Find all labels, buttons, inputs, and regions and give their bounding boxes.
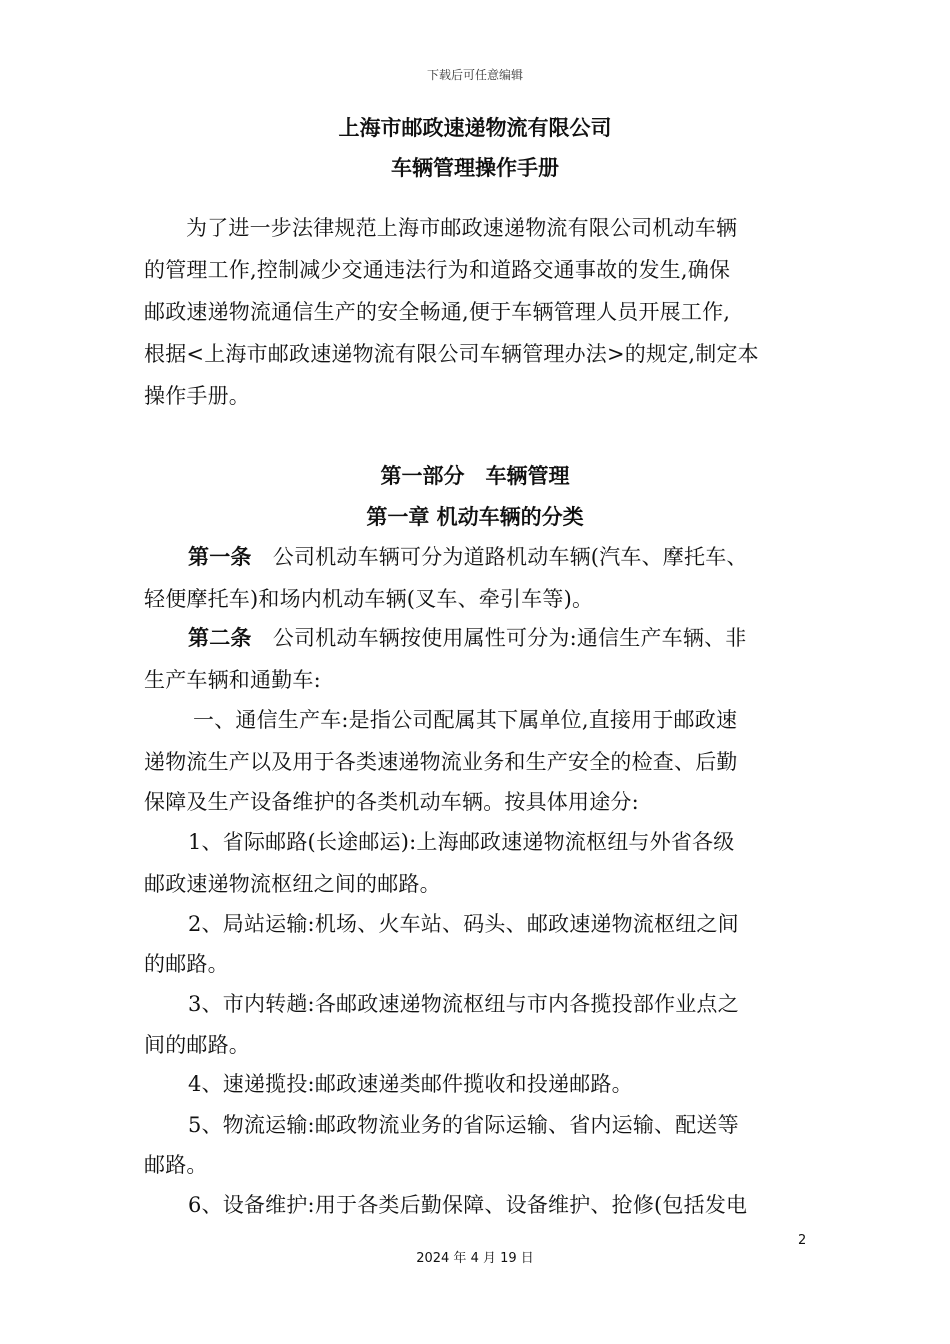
intro-line: 根据<上海市邮政速递物流有限公司车辆管理办法>的规定,制定本 [144, 342, 759, 366]
list-item: 6、设备维护:用于各类后勤保障、设备维护、抢修(包括发电 [188, 1193, 748, 1217]
footer-date: 2024 年 4 月 19 日 [416, 1251, 534, 1266]
list-item-continuation: 的邮路。 [144, 952, 229, 976]
document-title-company: 上海市邮政速递物流有限公司 [338, 116, 612, 140]
article-line [188, 542, 858, 572]
intro-line: 邮政速递物流通信生产的安全畅通,便于车辆管理人员开展工作, [144, 300, 731, 324]
intro-line: 为了进一步法律规范上海市邮政速递物流有限公司机动车辆 [186, 216, 738, 240]
part-heading: 第一部分 车辆管理 [380, 464, 570, 488]
article-text: 公司机动车辆按使用属性可分为:通信生产车辆、非 [251, 626, 747, 650]
article-line: 生产车辆和通勤车: [144, 668, 321, 692]
article-label: 第一条 [188, 545, 252, 569]
page-number: 2 [798, 1233, 807, 1248]
chapter-heading: 第一章 机动车辆的分类 [366, 505, 584, 529]
article-line: 轻便摩托车)和场内机动车辆(叉车、牵引车等)。 [144, 587, 594, 611]
article-line [188, 623, 858, 653]
list-item-continuation: 间的邮路。 [144, 1033, 250, 1057]
list-item: 3、市内转趟:各邮政速递物流枢纽与市内各揽投部作业点之 [188, 992, 739, 1016]
document-title-manual: 车辆管理操作手册 [391, 156, 559, 180]
section-line: 一、通信生产车:是指公司配属其下属单位,直接用于邮政速 [193, 708, 738, 732]
header-note: 下载后可任意编辑 [426, 68, 523, 82]
list-item: 5、物流运输:邮政物流业务的省际运输、省内运输、配送等 [188, 1113, 739, 1137]
list-item-continuation: 邮政速递物流枢纽之间的邮路。 [144, 872, 441, 896]
article-label: 第二条 [188, 626, 252, 650]
list-item: 1、省际邮路(长途邮运):上海邮政速递物流枢纽与外省各级 [188, 830, 735, 854]
section-line: 保障及生产设备维护的各类机动车辆。按具体用途分: [144, 790, 639, 814]
article-text: 公司机动车辆可分为道路机动车辆(汽车、摩托车、 [251, 545, 748, 569]
list-item: 2、局站运输:机场、火车站、码头、邮政速递物流枢纽之间 [188, 912, 739, 936]
section-line: 递物流生产以及用于各类速递物流业务和生产安全的检查、后勤 [144, 750, 738, 774]
intro-line: 的管理工作,控制减少交通违法行为和道路交通事故的发生,确保 [144, 258, 731, 282]
list-item: 4、速递揽投:邮政速递类邮件揽收和投递邮路。 [188, 1072, 633, 1096]
intro-line: 操作手册。 [144, 384, 250, 408]
list-item-continuation: 邮路。 [144, 1153, 208, 1177]
